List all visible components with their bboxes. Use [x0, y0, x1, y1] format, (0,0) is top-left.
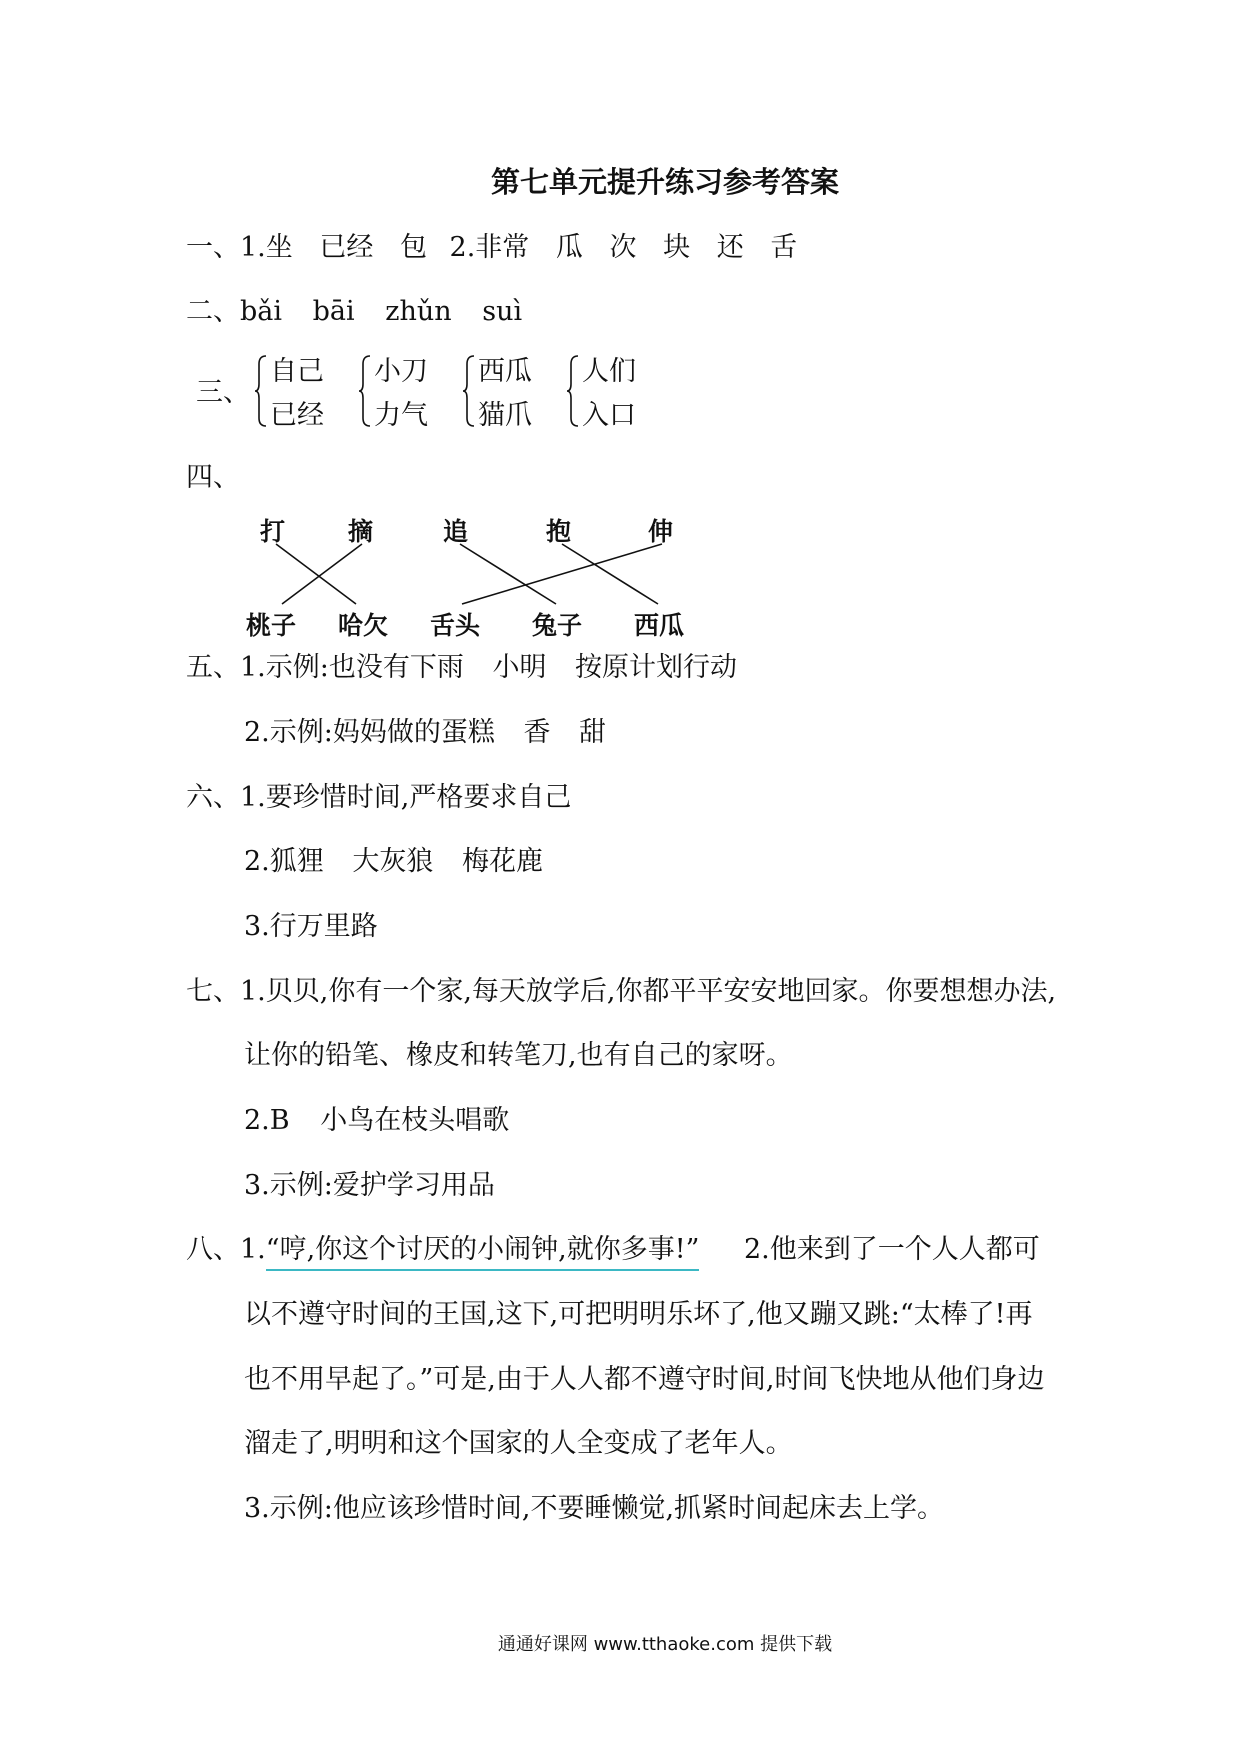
section-7-line-3	[244, 1107, 509, 1134]
section-8-line-5: 3.示例:他应该珍惜时间,不要睡懒觉,抓紧时间起床去上学。	[244, 1493, 945, 1524]
answer: 包	[399, 232, 427, 263]
answer: 小明	[492, 652, 547, 683]
match-top-word: 摘	[348, 517, 374, 546]
answer: 梅花鹿	[461, 846, 543, 877]
word: 入口	[582, 400, 636, 431]
section-8-line-4: 溜走了,明明和这个国家的人全变成了老年人。	[244, 1428, 793, 1459]
section-7-line-2: 让你的铅笔、橡皮和转笔刀,也有自己的家呀。	[244, 1040, 793, 1071]
match-bottom-word: 哈欠	[338, 611, 389, 640]
section-6-label: 六、	[186, 782, 240, 813]
match-bottom-word: 桃子	[246, 611, 297, 640]
answer: 大灰狼	[352, 846, 434, 877]
section-5-line-2	[244, 719, 606, 746]
match-line	[462, 544, 662, 604]
answer: 小鸟在枝头唱歌	[320, 1105, 510, 1136]
word: 人们	[582, 356, 636, 387]
pinyin: zhǔn	[385, 296, 452, 327]
answer: 2.他来到了一个人人都可	[743, 1234, 1040, 1265]
pinyin: bāi	[312, 296, 355, 327]
section-7-line-4: 3.示例:爱护学习用品	[244, 1170, 495, 1201]
match-line	[562, 544, 658, 604]
match-top-word: 伸	[648, 517, 674, 546]
match-bottom-word: 兔子	[532, 611, 583, 640]
section-5-line-1	[186, 654, 737, 681]
section-7-line-1	[186, 978, 1056, 1005]
answer: 次	[609, 232, 637, 263]
section-1-label: 一、	[186, 232, 240, 263]
section-5-label: 五、	[186, 652, 240, 683]
word: 自己	[270, 356, 324, 387]
word: 力气	[374, 400, 428, 431]
answer: 2.B	[244, 1105, 290, 1136]
section-7-label: 七、	[186, 976, 240, 1007]
section-8-line-1	[186, 1236, 1040, 1263]
section-6-line-2	[244, 848, 543, 875]
answer: 1.贝贝,你有一个家,每天放学后,你都平平安安地回家。你要想想办法,	[240, 976, 1057, 1007]
answer: 已经	[319, 232, 374, 263]
section-2-label: 二、	[186, 296, 240, 327]
section-8-label: 八、	[186, 1234, 240, 1265]
word: 已经	[270, 400, 324, 431]
answer-number: 1.	[240, 1234, 266, 1265]
answer: 1.示例:也没有下雨	[240, 652, 464, 683]
word: 小刀	[374, 356, 428, 387]
answer: 块	[663, 232, 691, 263]
section-8-line-3: 也不用早起了。”可是,由于人人都不遵守时间,时间飞快地从他们身边	[244, 1364, 1045, 1395]
match-top-word: 抱	[546, 517, 572, 546]
page-footer: 通通好课网 www.tthaoke.com 提供下载	[497, 1634, 833, 1655]
match-top-word: 追	[443, 517, 469, 546]
section-8-line-2: 以不遵守时间的王国,这下,可把明明乐坏了,他又蹦又跳:“太棒了!再	[244, 1299, 1033, 1330]
answer: 甜	[579, 717, 607, 748]
pinyin: suì	[482, 296, 523, 327]
underlined-quote: “哼,你这个讨厌的小闹钟,就你多事!”	[266, 1234, 700, 1271]
pinyin: bǎi	[240, 296, 283, 327]
match-line	[460, 544, 556, 604]
answer: 2.狐狸	[244, 846, 324, 877]
match-line	[276, 544, 356, 604]
section-3-label: 三、	[196, 377, 250, 408]
answer: 还	[716, 232, 744, 263]
page-title: 第七单元提升练习参考答案	[490, 165, 839, 199]
answer: 2.示例:妈妈做的蛋糕	[244, 717, 495, 748]
answer: 1.要珍惜时间,严格要求自己	[240, 782, 572, 813]
answer: 香	[523, 717, 551, 748]
word: 西瓜	[478, 356, 532, 387]
match-bottom-word: 舌头	[430, 611, 481, 640]
match-bottom-word: 西瓜	[634, 611, 685, 640]
section-6-line-3: 3.行万里路	[244, 911, 378, 942]
word: 猫爪	[478, 400, 532, 431]
match-line	[282, 544, 362, 604]
answer: 按原计划行动	[575, 652, 738, 683]
answer: 舌	[770, 232, 798, 263]
answer: 2.非常	[449, 232, 530, 263]
answer: 瓜	[555, 232, 583, 263]
section-4-label: 四、	[186, 462, 240, 493]
match-top-word: 打	[260, 517, 286, 546]
section-6-line-1	[186, 784, 571, 811]
matching-lines	[0, 0, 1240, 700]
answer: 1.坐	[240, 232, 293, 263]
